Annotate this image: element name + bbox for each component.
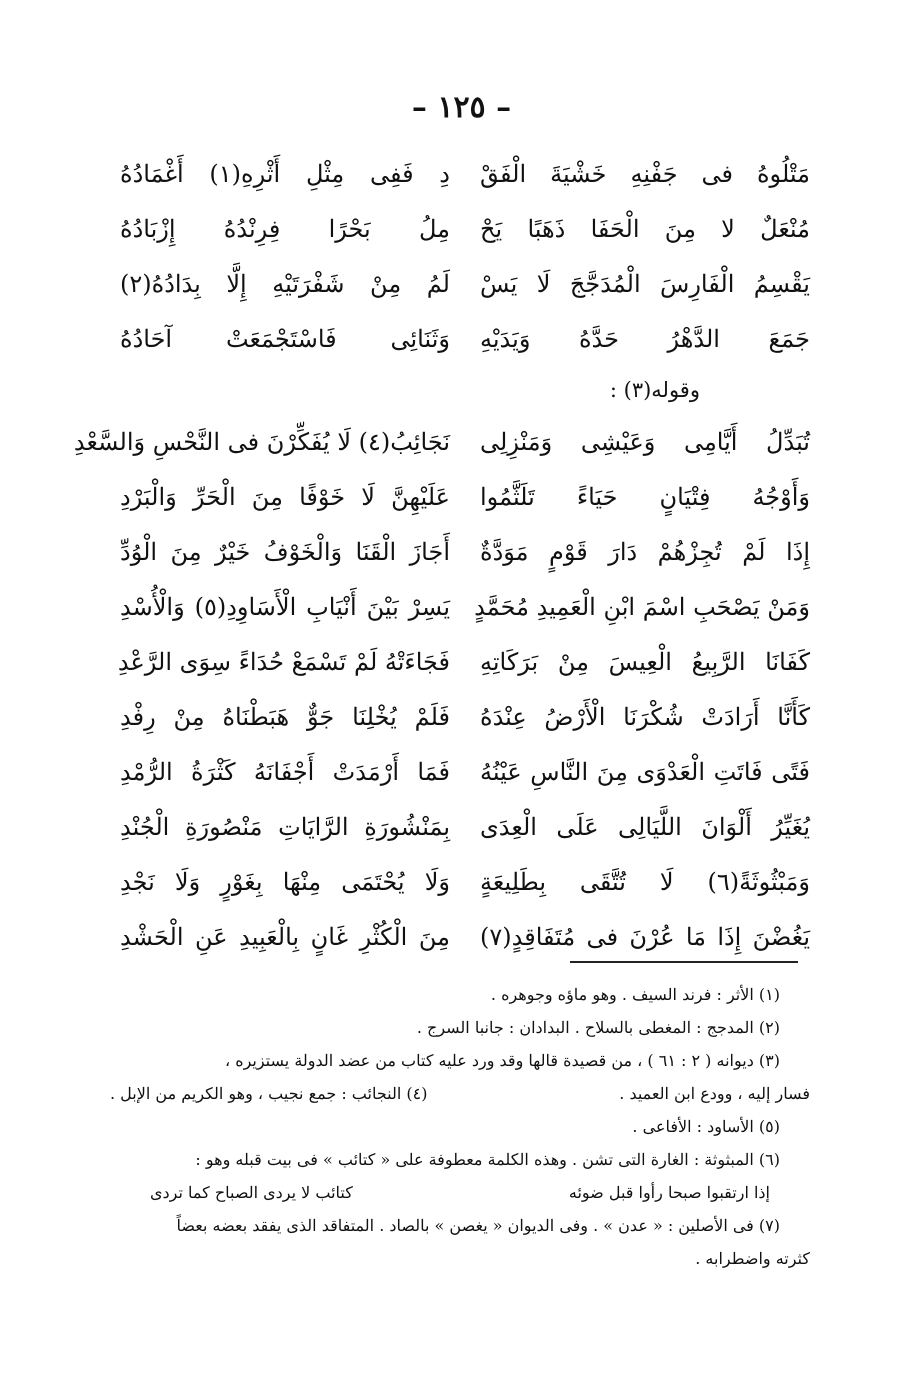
footnote-6: (٦) المبثوثة : الغارة التى تشن . وهذه الكلمة معطوفة على « كتائب » فى بيت قبله وهو :	[195, 1150, 780, 1169]
footnote-6-verse	[110, 1176, 810, 1209]
footnote-row-3-4	[110, 1077, 810, 1110]
second-hemistich: مِنَ الْكُثْرِ غَانٍ بِالْعَبِيدِ عَنِ الْحَشْدِ	[120, 923, 450, 951]
poem-1	[120, 160, 810, 380]
second-hemistich: لَمُ مِنْ شَفْرَتَيْهِ إِلَّا بِدَادُهُ(٢)	[120, 270, 450, 298]
verse-line	[120, 868, 810, 923]
verse-line	[120, 538, 810, 593]
first-hemistich: وَمَبْثُوثَةً(٦) لَا تُتَّقَى بِطَلِيعَةٍ	[480, 868, 810, 896]
poem-intro: وقوله(٣) :	[609, 378, 700, 402]
first-hemistich: وَمَنْ يَصْحَبِ اسْمَ ابْنِ الْعَمِيدِ مُحَمَّدٍ	[474, 593, 810, 621]
first-hemistich: مُنْعَلٌ لا مِنَ الْحَفَا ذَهَبًا يَحْ	[480, 215, 810, 243]
first-hemistich: يَغُضْنَ إِذَا مَا عُرْنَ فى مُتَفَاقِدٍ(٧)	[480, 923, 810, 951]
footnote-4: (٤) النجائب : جمع نجيب ، وهو الكريم من الإبل .	[110, 1084, 428, 1103]
footnote-1: (١) الأثر : فرند السيف . وهو ماؤه وجوهره .	[490, 985, 780, 1004]
first-hemistich: تُبَدِّلُ أَيَّامِى وَعَيْشِى وَمَنْزِلِى	[480, 428, 810, 456]
footnote-7-continued: كثرته واضطرابه .	[695, 1249, 810, 1268]
first-hemistich: كَأَنَّا أَرَادَتْ شُكْرَنَا الْأَرْضُ عِنْدَهُ	[480, 703, 810, 731]
verse-line	[117, 648, 810, 703]
verse-line	[120, 160, 810, 215]
first-hemistich: مَتْلُوهُ فى جَفْنِهِ خَشْيَةَ الْفَقْ	[480, 160, 810, 188]
verse-line	[120, 325, 810, 380]
second-hemistich: دِ فَفِى مِثْلِ أَثْرِهِ(١) أَغْمَادُهُ	[120, 160, 450, 188]
second-hemistich: يَسِرْ بَيْنَ أَنْيَابِ الْأَسَاوِدِ(٥) وَالْأُسْدِ	[120, 593, 450, 621]
verse-line	[120, 758, 810, 813]
first-hemistich: إِذَا لَمْ تُجِزْهُمْ دَارَ قَوْمٍ مَوَدَّةٌ	[480, 538, 810, 566]
second-hemistich: نَجَائِبُ(٤) لَا يُفَكِّرْنَ فى النَّحْسِ وَالسَّعْدِ	[73, 428, 450, 456]
footnote-7: (٧) فى الأصلين : « عدن » . وفى الديوان « يغصن » بالصاد . المتفاقد الذى يفقد بعضه بعضاً	[176, 1216, 780, 1235]
footnote-2: (٢) المدجج : المغطى بالسلاح . البدادان : جانبا السرج .	[416, 1018, 780, 1037]
verse-line	[120, 215, 810, 270]
first-hemistich: فَتًى فَاتَتِ الْعَدْوَى مِنَ النَّاسِ عَيْنُهُ	[480, 758, 810, 786]
verse-line	[120, 813, 810, 868]
footnote-5: (٥) الأساود : الأفاعى .	[632, 1117, 780, 1136]
verse-line	[120, 703, 810, 758]
second-hemistich: أَجَازَ الْقَنَا وَالْخَوْفُ خَيْرٌ مِنَ الْوُدِّ	[120, 538, 450, 566]
footnote-3: (٣) ديوانه ( ٢ : ٦١ ) ، من قصيدة قالها وقد ورد عليه كتاب من عضد الدولة يستزيره ،	[224, 1051, 780, 1070]
footnotes	[110, 978, 810, 1275]
first-hemistich: جَمَعَ الدَّهْرُ حَدَّهُ وَيَدَيْهِ	[480, 325, 810, 353]
verse-line	[73, 428, 810, 483]
first-hemistich: يُغَيِّرُ أَلْوَانَ اللَّيَالِى عَلَى الْعِدَى	[480, 813, 810, 841]
second-hemistich: بِمَنْشُورَةِ الرَّايَاتِ مَنْصُورَةِ الْجُنْدِ	[120, 813, 450, 841]
verse-line	[120, 270, 810, 325]
second-hemistich: فَلَمْ يُخْلِنَا جَوٌّ هَبَطْنَاهُ مِنْ رِفْدِ	[120, 703, 450, 731]
footnote-3-continued: فسار إليه ، وودع ابن العميد .	[619, 1084, 810, 1103]
footnote-separator	[570, 961, 798, 963]
page-number: – ١٢٥ –	[411, 90, 512, 125]
first-hemistich: يَقْسِمُ الْفَارِسَ الْمُدَجَّجَ لَا يَسْ	[480, 270, 810, 298]
second-hemistich: فَمَا أَرْمَدَتْ أَجْفَانَهُ كَثْرَةُ الرُّمْدِ	[120, 758, 450, 786]
first-hemistich: كَفَانَا الرَّبِيعُ الْعِيسَ مِنْ بَرَكَاتِهِ	[480, 648, 810, 676]
verse-line	[120, 483, 810, 538]
second-hemistich: فَجَاءَتْهُ لَمْ تَسْمَعْ حُدَاءً سِوَى الرَّعْدِ	[117, 648, 450, 676]
footnote-6-verse-first: إذا ارتقبوا صبحا رأوا قبل ضوئه	[568, 1183, 770, 1202]
second-hemistich: مِلُ بَحْرًا فِرِنْدُهُ إِزْبَادُهُ	[120, 215, 450, 243]
second-hemistich: عَلَيْهِنَّ لَا خَوْفًا مِنَ الْحَرِّ وَالْبَرْدِ	[120, 483, 450, 511]
footnote-6-verse-second: كتائب لا يردى الصباح كما تردى	[150, 1183, 353, 1202]
verse-line	[120, 593, 810, 648]
poem-2	[73, 428, 810, 978]
first-hemistich: وَأَوْجُهُ فِتْيَانٍ حَيَاءً تَلَثَّمُوا	[480, 483, 810, 511]
second-hemistich: وَثَنَائِى فَاسْتَجْمَعَتْ آحَادُهُ	[120, 325, 450, 353]
verse-line	[120, 923, 810, 978]
second-hemistich: وَلَا يُحْتَمَى مِنْهَا بِغَوْرٍ وَلَا نَجْدِ	[120, 868, 450, 896]
